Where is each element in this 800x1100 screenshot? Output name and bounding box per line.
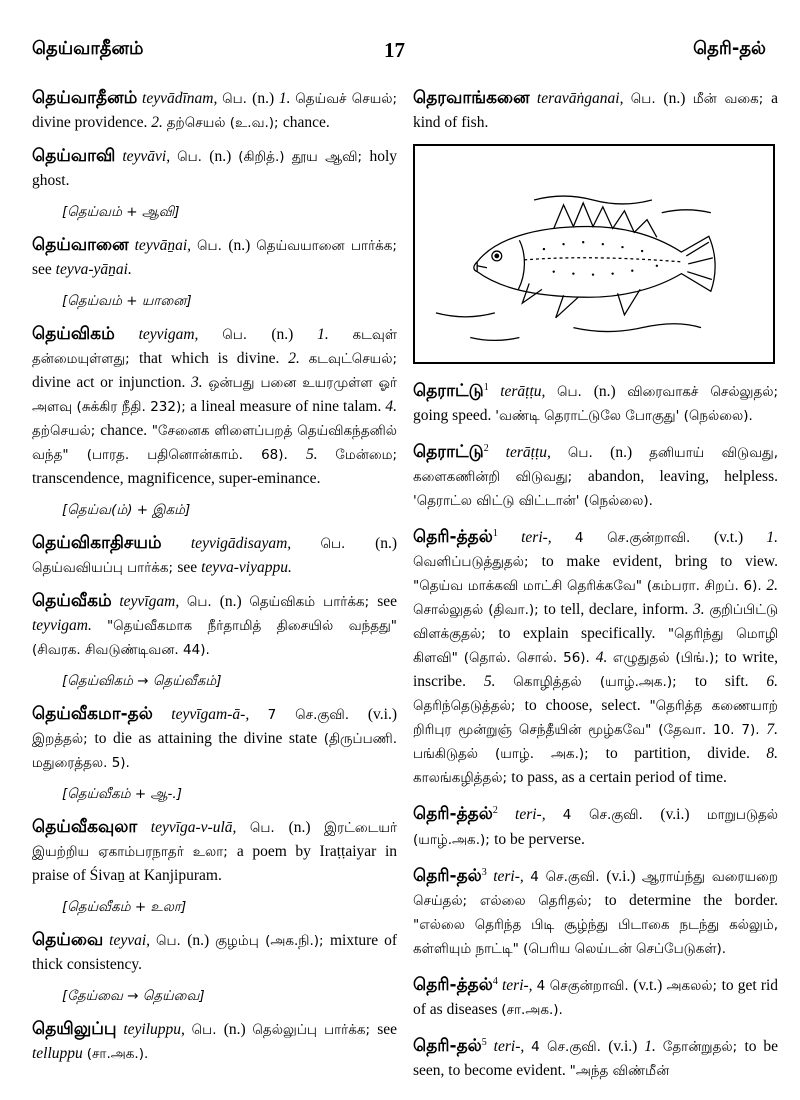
tamil-text: தற்செயல்; — [32, 423, 101, 439]
homograph-number: 2 — [483, 443, 489, 455]
english-gloss: that which is divine. — [138, 350, 289, 367]
english-gloss: mixture of thick consistency. — [32, 932, 398, 973]
transliteration: 5. — [483, 673, 514, 691]
transliteration: telluppu — [32, 1045, 87, 1062]
tamil-text: 4 செ.குன்றாவி. — [574, 530, 715, 547]
entry-headword: தெய்வாவி — [32, 146, 116, 166]
dictionary-entry — [413, 522, 778, 790]
english-gloss: abandon, leaving, helpless. — [587, 468, 778, 486]
tamil-text: தெய்வயானை பார்க்க; — [256, 238, 397, 254]
homograph-number: 5 — [481, 1036, 487, 1048]
dictionary-entry — [32, 1017, 397, 1066]
entry-headword: தெரி-த்தல் — [413, 527, 493, 548]
english-gloss: going speed. — [413, 407, 496, 425]
english-gloss: (n.) — [288, 819, 325, 836]
transliteration: 6. — [766, 673, 778, 691]
transliteration: teri-, — [497, 529, 575, 547]
english-gloss: divine act or injunction. — [32, 374, 191, 391]
tamil-text: பெ. — [630, 91, 664, 107]
tamil-text: பெ. — [177, 149, 210, 165]
tamil-text: விரைவாகச் செல்லுதல்; — [627, 384, 778, 401]
tamil-text: பெ. — [191, 1022, 224, 1038]
english-gloss: to be perverse. — [494, 830, 585, 848]
entry-headword: தெரி-த்தல் — [413, 804, 493, 825]
english-gloss: chance. — [100, 422, 152, 439]
transliteration: teyvādīnam, — [137, 90, 223, 107]
english-gloss: a lineal measure of nine talam. — [190, 398, 386, 415]
running-head-left: தெய்வாதீனம் — [32, 38, 144, 59]
dictionary-entry — [413, 970, 778, 1022]
entry-headword: தெராட்டு — [413, 381, 484, 402]
english-gloss: to sift. — [694, 673, 767, 691]
transliteration: 3. — [190, 374, 209, 391]
etymology: [தெய்வ(ம்) + இகம்] — [62, 502, 191, 518]
english-gloss: to pass, as a certain period of time. — [511, 769, 727, 787]
transliteration: teri-, — [486, 867, 531, 885]
transliteration: 2. — [288, 350, 309, 367]
transliteration: 5. — [305, 446, 336, 463]
fish-figure — [413, 144, 775, 364]
etymology: [தெய்வீகம் + ஆ-.] — [62, 786, 182, 802]
tamil-text: பெ. — [567, 445, 611, 462]
tamil-text: காலங்கழித்தல்; — [413, 770, 512, 787]
tamil-text: தனியாய் விடுவது, களைகணின்றி விடுவது; — [413, 445, 778, 486]
tamil-text: 'வண்டி தெராட்டுலே போகுது' (நெல்லை). — [495, 408, 753, 425]
dictionary-entry — [413, 376, 778, 428]
english-gloss: transcendence, magnificence, super-eminance. — [32, 470, 321, 487]
transliteration: 4. — [595, 649, 613, 667]
entry-headword: தெரவாங்கனை — [413, 88, 530, 108]
tamil-text: (திருப்பணி. மதுரைத்தல. 5). — [32, 731, 397, 771]
tamil-text: மீன் வகை; — [692, 91, 772, 107]
tamil-text: தோன்றுதல்; — [662, 1039, 745, 1056]
dictionary-entry — [32, 702, 397, 775]
tamil-text: குழம்பு (அக.நி.); — [215, 933, 330, 949]
tamil-text: தெய்விகம் பார்க்க; — [249, 594, 378, 610]
english-gloss: to tell, declare, inform. — [543, 601, 693, 619]
english-gloss: (n.) — [252, 90, 279, 107]
english-gloss: to choose, select. — [524, 697, 650, 715]
tamil-text: "அந்த விண்மீன் — [569, 1063, 670, 1080]
english-gloss: (v.t.) — [633, 976, 667, 994]
english-gloss: to explain specifically. — [498, 625, 668, 643]
transliteration: teyva-yāṉai. — [55, 261, 132, 278]
transliteration: teyvigam. — [32, 617, 107, 634]
tamil-text: பெ. — [186, 594, 220, 610]
tamil-text: 4 செ.குவி. — [531, 1039, 609, 1056]
english-gloss: (v.i.) — [660, 806, 707, 824]
english-gloss: (v.t.) — [714, 529, 767, 547]
english-gloss: see — [377, 593, 398, 610]
tamil-text: அகலல்; — [666, 977, 722, 994]
entry-headword: தெய்வீகவுலா — [32, 817, 138, 837]
transliteration: 3. — [693, 601, 710, 619]
tamil-text: பெ. — [556, 384, 594, 401]
entry-headword: தெரி-த்தல் — [413, 974, 493, 995]
english-gloss: to die as attaining the divine state — [94, 730, 324, 747]
tamil-text: பங்கிடுதல் (யாழ். அக.); — [413, 746, 606, 763]
etymology: [தேய்வை → தெய்வை] — [62, 988, 205, 1004]
page-number: 17 — [384, 38, 405, 62]
transliteration: teyvīgam, — [111, 593, 187, 610]
fish-illustration-icon — [415, 146, 773, 362]
homograph-number: 3 — [481, 866, 487, 878]
tamil-text: தெய்வவியப்பு பார்க்க; — [32, 560, 178, 576]
transliteration: teyvāvi, — [115, 148, 178, 165]
english-gloss: to be seen, to become evident. — [413, 1038, 779, 1080]
entry-headword: தெய்விகம் — [32, 324, 115, 344]
homograph-number: 2 — [492, 805, 498, 817]
english-gloss: to write, inscribe. — [413, 649, 778, 691]
english-gloss: (n.) — [228, 237, 257, 254]
etymology: [தெய்வம் + ஆவி] — [62, 204, 180, 220]
english-gloss: a poem by Iraṭṭaiyar in praise of Śivaṉ at Kanjipuram. — [32, 843, 397, 884]
tamil-text: (சா.அக.). — [501, 1001, 563, 1018]
english-gloss: (v.i.) — [608, 1038, 645, 1056]
english-gloss: holy ghost. — [32, 148, 397, 189]
tamil-text: ஒன்பது பனை உயரமுள்ள ஓர் அளவு (சுக்கிர நீதி. 232); — [32, 375, 397, 415]
dictionary-entry — [32, 86, 397, 135]
english-gloss: (v.i.) — [367, 706, 397, 723]
entry-headword: தெரி-தல் — [413, 865, 482, 886]
tamil-text: ஆராய்ந்து வரையறை செய்தல்; எல்லை தெரிதல்; — [413, 868, 779, 909]
etymology: [தெய்வீகம் + உலா] — [62, 899, 187, 915]
tamil-text: தெரிந்தெடுத்தல்; — [413, 698, 525, 715]
homograph-number: 4 — [492, 975, 498, 987]
dictionary-entry — [32, 322, 397, 491]
tamil-text: பெ. — [249, 820, 289, 836]
english-gloss: (n.) — [271, 326, 318, 343]
tamil-text: "தெரித்த கணையாற் றிரிபுர மூன்றுஞ் செந்தீயின் மூழ்கவே" (தேவா. 10. 7). — [413, 698, 778, 739]
english-gloss: (v.i.) — [606, 867, 642, 885]
transliteration: teyva-viyappu. — [201, 559, 292, 576]
entry-headword: தெரி-தல் — [413, 1036, 482, 1057]
dictionary-entry — [413, 437, 778, 513]
transliteration: teri-, — [486, 1038, 532, 1056]
english-gloss: (n.) — [187, 932, 216, 949]
entry-headword: தெராட்டு — [413, 442, 484, 463]
dictionary-entry — [32, 531, 397, 580]
entry-headword: தெய்வை — [32, 930, 104, 950]
tamil-text: இறத்தல்; — [32, 731, 95, 747]
transliteration: 1. — [317, 326, 353, 343]
transliteration: 2. — [151, 114, 167, 131]
english-gloss: (n.) — [223, 1021, 253, 1038]
english-gloss: (n.) — [593, 383, 628, 401]
transliteration: teyvigādisayam, — [161, 535, 321, 552]
etymology: [தெய்விகம் → தெய்வீகம்] — [62, 673, 222, 689]
transliteration: teyvīgam-ā-, — [152, 706, 268, 723]
english-gloss: to partition, divide. — [605, 745, 767, 763]
transliteration: teyiluppu, — [116, 1021, 192, 1038]
english-gloss: see — [177, 559, 202, 576]
dictionary-entry — [413, 1031, 778, 1083]
tamil-text: பெ. — [222, 327, 272, 343]
tamil-text: சொல்லுதல் (திவா.); — [413, 602, 544, 619]
tamil-text: மாறுபடுதல் (யாழ்.அக.); — [413, 807, 779, 848]
transliteration: 8. — [766, 745, 778, 763]
tamil-text: "தெய்வீகமாக நீர்தாமித் திசையில் வந்தது" (சிவரக. சிவடுண்டிவன. 44). — [32, 618, 397, 658]
english-gloss: chance. — [282, 114, 330, 131]
dictionary-entry — [32, 233, 397, 282]
homograph-number: 1 — [483, 382, 489, 393]
homograph-number: 1 — [492, 528, 498, 540]
tamil-text: "சேனைக ளிளைப்பறத் தெய்விகந்தனில் வந்த" (பாரத. பதினொன்காம். 68). — [32, 423, 397, 463]
english-gloss: (n.) — [610, 444, 650, 462]
dictionary-entry — [32, 815, 397, 888]
transliteration: terāṭṭu, — [488, 444, 568, 462]
tamil-text: தெல்லுப்பு பார்க்க; — [252, 1022, 378, 1038]
transliteration: 1. — [766, 529, 779, 547]
tamil-text: தற்செயல் (உ.வ.); — [166, 115, 283, 131]
transliteration: 7. — [766, 721, 778, 739]
entry-headword: தெயிலுப்பு — [32, 1019, 117, 1039]
tamil-text: 4 செ.குவி. — [562, 807, 661, 824]
dictionary-entry — [413, 799, 778, 851]
tamil-text: 4 செ.குவி. — [530, 868, 607, 885]
tamil-text: கொழித்தல் (யாழ்.அக.); — [513, 674, 695, 691]
running-head-right: தெரி-தல் — [693, 38, 766, 59]
tamil-text: "எல்லை தெரிந்த பிடி சூழ்ந்து பிடாகை நடந்து கல்லும், கள்ளியும் நாட்டி" (பெரிய லெய்டன் செப்பேடுகள்). — [413, 916, 778, 957]
transliteration: teravāṅganai, — [529, 90, 631, 107]
dictionary-entry — [413, 86, 778, 135]
entry-headword: தெய்வீகம் — [32, 591, 112, 611]
english-gloss: see — [32, 261, 56, 278]
tamil-text: பெ. — [222, 91, 253, 107]
transliteration: 2. — [766, 577, 778, 595]
english-gloss: (n.) — [663, 90, 693, 107]
transliteration: 1. — [644, 1038, 663, 1056]
english-gloss: to determine the border. — [604, 891, 779, 909]
entry-headword: தெய்வீகமா-தல் — [32, 704, 153, 724]
transliteration: teri-, — [497, 806, 563, 824]
tamil-text: 7 செ.குவி. — [267, 707, 368, 723]
tamil-text: கடவுள் தன்மையுள்ளது; — [32, 327, 397, 367]
transliteration: teyvai, — [103, 932, 156, 949]
tamil-text: குறிப்பிட்டு விளக்குதல்; — [413, 602, 779, 643]
tamil-text: 4 செகுன்றாவி. — [536, 977, 634, 994]
tamil-text: 'தெராட்ல விட்டு விட்டான்' (நெல்லை). — [413, 493, 653, 510]
tamil-text: "தெய்வ மாக்கவி மாட்சி தெரிக்கவே" (கம்பரா. சிறப். 6). — [413, 578, 767, 595]
english-gloss: (n.) — [219, 593, 250, 610]
english-gloss: to make evident, bring to view. — [541, 553, 778, 571]
english-gloss: divine providence. — [32, 114, 152, 131]
tamil-text: பெ. — [320, 536, 376, 552]
tamil-text: பெ. — [197, 238, 229, 254]
transliteration: teri-, — [497, 976, 537, 994]
english-gloss: (n.) — [375, 535, 398, 552]
english-gloss: see — [377, 1021, 398, 1038]
english-gloss: (n.) — [209, 148, 239, 165]
entry-headword: தெய்வாதீனம் — [32, 88, 138, 108]
entry-headword: தெய்வானை — [32, 235, 129, 255]
tamil-text: (கிறித்.) தூய ஆவி; — [238, 149, 370, 165]
transliteration: 1. — [278, 90, 296, 107]
transliteration: teyvāṉai, — [128, 237, 198, 254]
tamil-text: பெ. — [155, 933, 188, 949]
transliteration: teyvīga-v-ulā, — [137, 819, 250, 836]
right-column-bottom — [413, 376, 778, 1083]
tamil-text: வெளிப்படுத்துதல்; — [413, 554, 542, 571]
tamil-text: (சா.அக.). — [86, 1046, 149, 1062]
right-column — [413, 86, 778, 1092]
right-column-top — [413, 86, 778, 135]
tamil-text: மேன்மை; — [335, 447, 398, 463]
dictionary-entry — [32, 928, 397, 977]
dictionary-entry — [413, 861, 778, 961]
transliteration: terāṭṭu, — [488, 383, 557, 401]
tamil-text: "தெரிந்து மொழி கிளவி" (தொல். சொல். 56). — [413, 626, 778, 667]
etymology: [தெய்வம் + யானை] — [62, 293, 192, 309]
english-gloss: a kind of fish. — [413, 90, 778, 131]
dictionary-entry — [32, 144, 397, 193]
transliteration: teyvigam, — [114, 326, 223, 343]
english-gloss: to get rid of as diseases — [413, 976, 779, 1018]
entry-headword: தெய்விகாதிசயம் — [32, 533, 162, 553]
tamil-text: எழுதுதல் (பிங்.); — [612, 650, 725, 667]
tamil-text: இரட்டையர் இயற்றிய ஏகாம்பரநாதர் உலா; — [32, 820, 398, 860]
tamil-text: தெய்வச் செயல்; — [295, 91, 398, 107]
dictionary-entry — [32, 589, 397, 662]
tamil-text: கடவுட்செயல்; — [308, 351, 398, 367]
transliteration: 4. — [385, 398, 397, 415]
left-column — [32, 86, 397, 1075]
